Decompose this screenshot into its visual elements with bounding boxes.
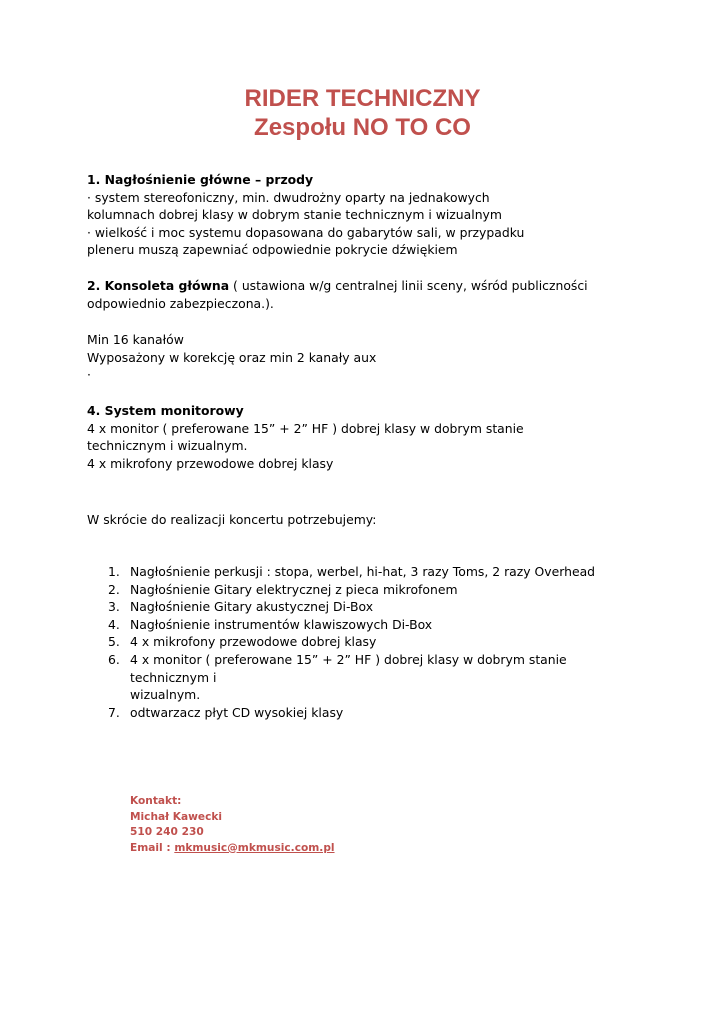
list-item-text: Nagłośnienie perkusji : stopa, werbel, hi-hat, 3 razy Toms, 2 razy Overhead xyxy=(130,564,596,579)
section-1-line: kolumnach dobrej klasy w dobrym stanie technicznym i wizualnym xyxy=(87,207,502,223)
title-line-2: Zespołu NO TO CO xyxy=(254,114,471,141)
section-3-line: · xyxy=(87,367,91,383)
document-title xyxy=(0,84,725,142)
list-item-text: Nagłośnienie instrumentów klawiszowych Di-Box xyxy=(130,616,433,632)
section-1-line: pleneru muszą zapewniać odpowiednie pokrycie dźwiękiem xyxy=(87,242,458,258)
contact-email-label: Email : xyxy=(130,841,175,854)
summary-intro xyxy=(87,511,647,529)
section-1-heading: 1. Nagłośnienie główne – przody xyxy=(87,172,314,187)
list-item-text: 4 x mikrofony przewodowe dobrej klasy xyxy=(130,634,377,650)
list-item-number: 7. xyxy=(108,704,120,720)
list-item-number: 6. xyxy=(108,651,120,667)
section-4-line: 4 x mikrofony przewodowe dobrej klasy xyxy=(87,455,334,471)
list-item-number: 4. xyxy=(108,616,120,632)
contact-phone: 510 240 230 xyxy=(130,826,204,838)
section-main-sound xyxy=(87,171,647,259)
contact-block xyxy=(130,794,335,856)
contact-name: Michał Kawecki xyxy=(130,810,223,823)
summary-intro-text: W skrócie do realizacji koncertu potrzebujemy: xyxy=(87,512,377,527)
list-item-text: odtwarzacz płyt CD wysokiej klasy xyxy=(130,704,344,720)
section-2-heading: 2. Konsoleta główna xyxy=(87,278,230,293)
section-2-line-1-rest: ( ustawiona w/g centralnej linii sceny, wśród publiczności xyxy=(229,278,588,293)
section-4-line: technicznym i wizualnym. xyxy=(87,438,248,454)
list-item xyxy=(87,633,647,651)
section-3-line: Min 16 kanałów xyxy=(87,332,184,347)
contact-label: Kontakt: xyxy=(130,795,182,807)
section-1-line: · wielkość i moc systemu dopasowana do gabarytów sali, w przypadku xyxy=(87,224,525,240)
list-item-text: Nagłośnienie Gitary elektrycznej z pieca mikrofonem xyxy=(130,581,458,597)
title-line-1: RIDER TECHNICZNY xyxy=(244,85,481,112)
contact-email-link[interactable]: mkmusic@mkmusic.com.pl xyxy=(174,841,335,854)
section-2-line-1 xyxy=(87,277,647,295)
list-item xyxy=(87,704,647,722)
section-4-line: 4 x monitor ( preferowane 15” + 2” HF ) dobrej klasy w dobrym stanie xyxy=(87,420,524,436)
list-item-text: 4 x monitor ( preferowane 15” + 2” HF ) dobrej klasy w dobrym stanie technicznym i xyxy=(130,651,567,685)
section-main-console xyxy=(87,277,647,312)
list-item-text: Nagłośnienie Gitary akustycznej Di-Box xyxy=(130,599,374,615)
list-item xyxy=(87,581,647,599)
list-item xyxy=(87,616,647,634)
list-item-number: 1. xyxy=(108,564,120,579)
list-item xyxy=(87,598,647,616)
list-item-number: 2. xyxy=(108,581,120,597)
list-item-number: 3. xyxy=(108,599,120,615)
section-2-line-2: odpowiednio zabezpieczona.). xyxy=(87,295,274,311)
section-monitor-system xyxy=(87,402,647,472)
section-console-specs xyxy=(87,331,647,384)
section-3-line: Wyposażony w korekcję oraz min 2 kanały aux xyxy=(87,349,377,365)
requirements-list xyxy=(87,563,647,721)
list-item-number: 5. xyxy=(108,634,120,650)
section-1-line: · system stereofoniczny, min. dwudrożny oparty na jednakowych xyxy=(87,189,490,205)
section-4-heading: 4. System monitorowy xyxy=(87,403,244,418)
list-item xyxy=(87,563,647,581)
contact-email-line xyxy=(130,841,335,857)
list-item-text: wizualnym. xyxy=(130,687,201,703)
list-item xyxy=(87,651,647,704)
